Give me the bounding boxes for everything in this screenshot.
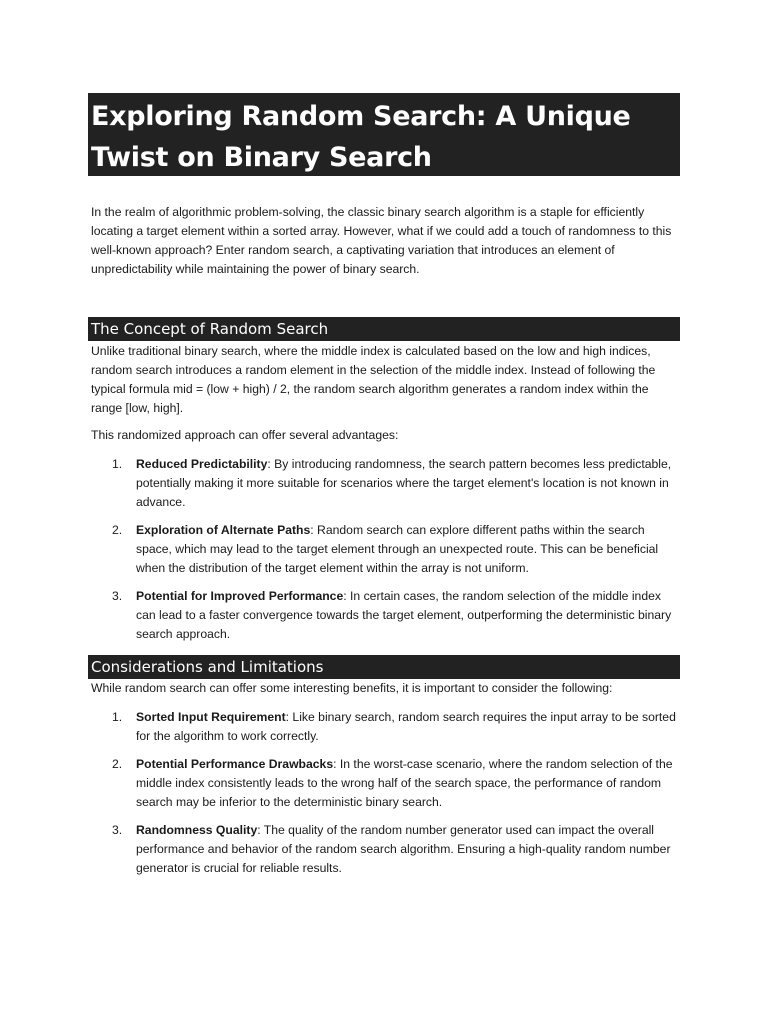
list-term: Randomness Quality: [136, 823, 258, 837]
list-item: [91, 708, 681, 746]
list-term: Potential Performance Drawbacks: [136, 757, 334, 771]
list-text: : In certain cases, the random selection of the middle index can lead to a faster convergence towards the target element, outperforming the deterministic binary search approach.: [136, 589, 672, 641]
intro-paragraph: In the realm of algorithmic problem-solving, the classic binary search algorithm is a staple for efficiently locating a target element within a sorted array. However, what if we could add a touch of randomness to this well-known approach? Enter random search, a captivating variation that introduces an element of unpredictability while maintaining the power of binary search.: [91, 205, 672, 276]
list-text: : Random search can explore different paths within the search space, which may lead to the target element through an unexpected route. This can be beneficial when the distribution of the target element within the array is not uniform.: [136, 523, 659, 575]
list-item: [91, 587, 681, 644]
list-text: : The quality of the random number generator used can impact the overall performance and behavior of the random search algorithm. Ensuring a high-quality random number generator is crucial for reliable results.: [136, 823, 671, 875]
advantages-list: [91, 455, 681, 653]
list-text: : In the worst-case scenario, where the random selection of the middle index consistently leads to the wrong half of the search space, the performance of random search may be inferior to the deterministic binary search.: [136, 757, 673, 809]
list-item: [91, 755, 681, 812]
list-item: [91, 455, 681, 512]
section-heading-bar-concept: [88, 317, 680, 341]
advantages-lead: This randomized approach can offer several advantages:: [91, 428, 399, 442]
list-term: Sorted Input Requirement: [136, 710, 286, 724]
list-number: 1.: [112, 710, 123, 724]
list-number: 1.: [112, 457, 123, 471]
list-term: Exploration of Alternate Paths: [136, 523, 311, 537]
list-term: Reduced Predictability: [136, 457, 268, 471]
list-term: Potential for Improved Performance: [136, 589, 344, 603]
list-number: 3.: [112, 589, 123, 603]
list-text: : By introducing randomness, the search pattern becomes less predictable, potentially making it more suitable for scenarios where the target element's location is not known in advance.: [136, 457, 672, 509]
section-heading-concept: The Concept of Random Search: [91, 320, 329, 338]
considerations-list: [91, 708, 681, 887]
list-number: 2.: [112, 523, 123, 537]
list-item: [91, 521, 681, 578]
list-text: : Like binary search, random search requires the input array to be sorted for the algorithm to work correctly.: [136, 710, 676, 743]
title-banner: [88, 93, 680, 176]
section-heading-considerations: Considerations and Limitations: [91, 658, 324, 676]
list-number: 2.: [112, 757, 123, 771]
page-title: Exploring Random Search: A Unique Twist on Binary Search: [91, 101, 631, 173]
list-number: 3.: [112, 823, 123, 837]
considerations-lead: While random search can offer some interesting benefits, it is important to consider the following:: [91, 681, 613, 695]
list-item: [91, 821, 681, 878]
section-heading-bar-considerations: [88, 655, 680, 679]
concept-paragraph: Unlike traditional binary search, where the middle index is calculated based on the low and high indices, random search introduces a random element in the selection of the middle index. Instead of following the typical formula mid = (low + high) / 2, the random search algorithm generates a random index within the range [low, high].: [91, 344, 656, 415]
